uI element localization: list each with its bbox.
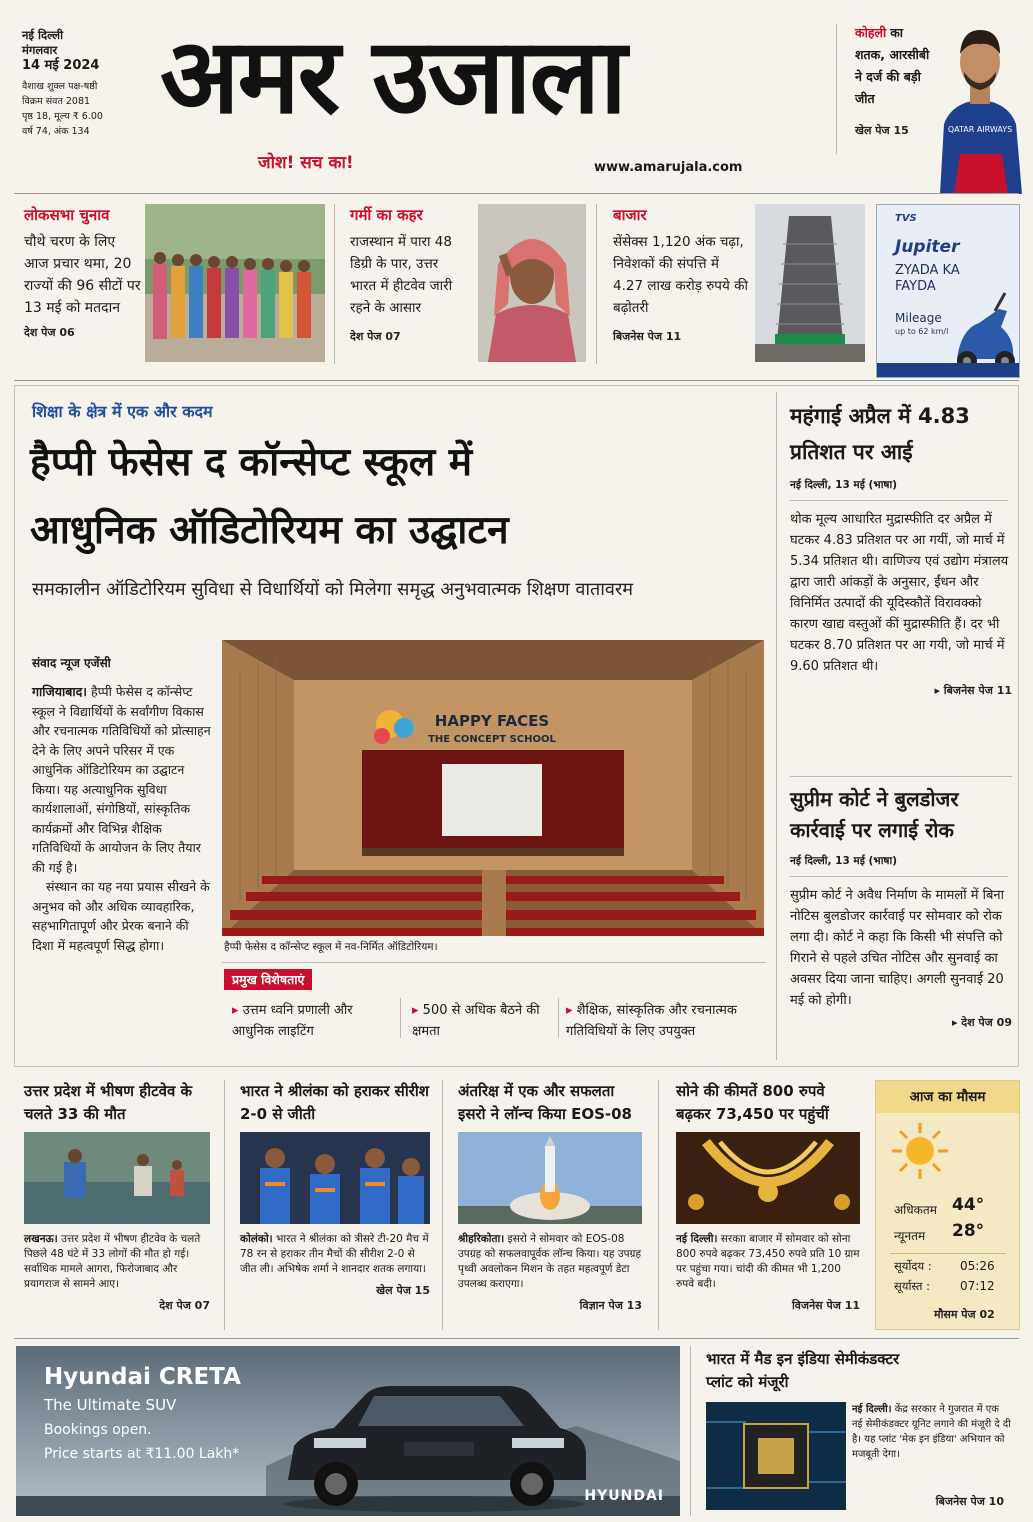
weather-max-value: 44° [952,1195,985,1215]
sidebar-dateline: नई दिल्ली, 13 मई (भाषा) [790,479,897,491]
website-link[interactable]: www.amarujala.com [594,160,743,175]
teaser-text: सेंसेक्स 1,120 अंक चढ़ा, निवेशकों की संपत्ति में 4.27 लाख करोड़ रुपये की बढ़ोतरी [613,234,748,316]
bullet-icon: ▸ [412,1003,419,1018]
story-headline: भारत ने श्रीलंका को हराकर सीरीश 2-0 से जीती [240,1082,429,1123]
teaser-kicker: लोकसभा चुनाव [24,206,110,224]
sidebar-headline: सुप्रीम कोर्ट ने बुलडोजर कार्रवाई पर लगाई रोक [790,787,959,842]
sunrise-value: 05:26 [960,1259,995,1273]
heatwave-photo [24,1132,210,1224]
tagline: जोश! सच का! [258,153,354,173]
sidebar-text: सुप्रीम कोर्ट ने अवैध निर्माण के मामलों में बिना नोटिस बुलडोजर कार्रवाई पर सोमवार को रोक लगा दी। कोर्ट ने कहा कि किसी भी संपत्ति को गिराने से पहले उचित नोटिस और सुनवाई का अवसर दिया जाना चाहिए। अगली सुनवाई 20 मई को होगी। [790,888,1005,1008]
weather-ref: मौसम पेज 02 [934,1308,995,1321]
teaser-kicker: बाजार [613,206,647,224]
ad-line1: Bookings open. [44,1422,152,1438]
story-gold[interactable] [676,1080,860,1313]
story-ref: देश पेज 07 [159,1299,210,1312]
sidebar-story-bulldozer[interactable] [790,784,1012,1030]
teaser-ref: देश पेज 07 [350,330,401,343]
story-heatwave[interactable] [24,1080,210,1313]
story-semiconductor[interactable] [706,1348,1020,1394]
rocket-launch-photo [458,1132,642,1224]
auditorium-sign-2: THE CONCEPT SCHOOL [428,734,556,745]
story-dateline: लखनऊ। [24,1233,58,1245]
gold-jewellery-photo [676,1132,860,1224]
tvs-line2: FAYDA [895,279,936,294]
story-text: भारत ने श्रीलंका को त्रीसरे टी-20 मैच में 78 रन से हराकर तीन मैचों की सीरीश 2-0 से जीत ली। अभिषेक शर्मा ने शानदार शतक लगाया। [240,1233,429,1275]
story-ref: बिजनेस पेज 10 [935,1495,1004,1508]
story-text: उत्तर प्रदेश में भीषण हीटवेव के चलते पिछले 48 घंटे में 33 लोगों की मौत हो गई। सर्वाधिक मामले आगरा, फिरोजाबाद और प्रयागराज से सामने आए। [24,1233,201,1290]
auditorium-photo [222,640,764,936]
sidebar-dateline: नई दिल्ली, 13 मई (भाषा) [790,855,897,867]
promo-name: कोहली [855,25,887,40]
newspaper-logo: अमर उजाला [160,15,625,137]
story-text: केंद्र सरकार ने गुजरात में एक नई सेमीकंडक्टर यूनिट लगाने की मंजूरी दे दी है। यह प्लांट 'मेक इन इंडिया' अभियान को मजबूती देगा। [852,1404,1011,1460]
lead-dateline: गाजियाबाद। [32,684,88,699]
masthead-samvat: विक्रम संवत 2081 [22,96,91,107]
tvs-footer-bar [877,363,1020,377]
masthead-day: मंगलवार [22,43,58,57]
story-dateline: कोलंको। [240,1233,273,1245]
weather-box[interactable] [875,1080,1020,1330]
promo-ref: खेल पेज 15 [855,124,909,137]
sunset-label: सूर्यास्त : [894,1279,930,1293]
kohli-promo[interactable] [855,22,935,142]
story-dateline: नई दिल्ली। [676,1233,718,1245]
masthead-date: 14 मई 2024 [22,58,100,73]
jersey-text: QATAR AIRWAYS [947,125,1013,134]
sunset-value: 07:12 [960,1279,995,1293]
feature-item: ▸ उत्तम ध्वनि प्रणाली और आधुनिक लाइटिंग [232,1003,353,1039]
lead-headline-2[interactable]: आधुनिक ऑडिटोरियम का उद्घाटन [30,508,509,553]
story-text: सरकाा बाजार में सोमवार को सोना 800 रुपवे बढ़कर 73,450 रुपवे प्रति 10 ग्राम पर पहुंचा गया। चांदी की कीमत भी 1,200 रुपवे बदी। [676,1233,860,1290]
teaser-election[interactable] [24,205,142,340]
story-dateline: नई दिल्ली। [852,1404,892,1415]
lead-kicker: शिक्षा के क्षेत्र में एक और कदम [32,402,213,421]
weather-min-label: न्यूनतम [894,1229,926,1243]
teaser-kicker: गर्मी का कहर [350,206,423,224]
sidebar-ref: ▸ बिजनेस पेज 11 [934,684,1012,697]
story-headline: भारत में मैड इन इंडिया सेमीकंडक्टर प्लांट को मंजूरी [706,1350,900,1391]
tvs-mileage-label: Mileage [895,311,942,325]
teaser-ref: देश पेज 06 [24,326,75,339]
bullet-icon: ▸ [566,1003,573,1018]
masthead-city: नई दिल्ली [22,28,64,42]
story-ref: विज्ञान पेज 13 [579,1299,642,1312]
sidebar-text: थोक मूल्य आधारित मुद्रास्फीति दर अप्रैल में घटकर 4.83 प्रतिशत पर आ गयीं, जो मार्च में 5.34 प्रतिशत थी। वाणिज्य एवं उद्योग मंत्रालय द्वारा जारी आंकड़ों के अनुसार, ईंधन और विनिर्मित उत्पादों की यूदिस्कौतें विरावक्को कारण खाद्य वस्तुओं कीं मुद्रास्फीति हैं। दर भी घटकर 8.70 प्रतिशत पर आ गयी, जो मार्च में 9.60 प्रतिशत थी। [790,512,1009,674]
bse-building-photo [755,204,865,362]
sun-icon [890,1121,950,1181]
masthead-tithi: वैशाख शुक्ल पक्ष-षष्ठी [22,81,98,92]
teaser-ref: बिजनेस पेज 11 [613,330,682,343]
tvs-mileage-value: up to 62 km/l [895,327,949,336]
heat-man-photo [478,204,586,362]
story-dateline: श्रीहरिकोता। [458,1233,505,1245]
semi-story-body [852,1402,1012,1462]
masthead-pages-price: पृष्ठ 18, मूल्य ₹ 6.00 [22,111,103,122]
tvs-model: Jupiter [895,237,960,257]
chip-photo [706,1402,846,1510]
tvs-line1: ZYADA KA [895,263,960,278]
cricket-team-photo [240,1132,430,1224]
story-text: इसरो ने सोमवार को EOS-08 उपग्रह को सफलवापूर्वक लॉन्च किया। यह उपग्रह पृथ्वी अवलोकन मिशन के तहत महत्वपूर्ण डेटा उपलब्ध कराएगा। [458,1233,642,1290]
lead-para-2: संस्थान का यह नया प्रयास सीखने के अनुभव को और अधिक व्यावहारिक, सहभागितापूर्ण और प्रेरक बनाने की दिशा में महत्वपूर्ण सिद्ध होगा। [32,879,210,953]
voters-queue-photo [145,204,325,362]
masthead-volume: वर्ष 74, अंक 134 [22,126,90,137]
features-title: प्रमुख विशेषताएं [224,969,312,990]
teaser-heat[interactable] [350,205,468,344]
bullet-icon: ▸ [232,1003,239,1018]
lead-byline: संवाद न्यूज एजेंसी [32,656,111,670]
feature-item: ▸ 500 से अधिक बैठने की क्षमता [412,1003,540,1039]
photo-caption: हैप्पी फेसेस द कॉन्सेप्ट स्कूल में नव-निर्मित ऑडिटोरियम। [224,941,438,953]
story-ref: खेल पेज 15 [376,1284,430,1297]
creta-car-image [274,1372,594,1512]
sidebar-story-inflation[interactable] [790,398,1012,698]
tvs-jupiter-ad[interactable] [876,204,1020,378]
story-isro[interactable] [458,1080,642,1313]
sidebar-ref: ▸ देश पेज 09 [951,1016,1012,1029]
sunrise-label: सूर्योदय : [894,1259,932,1273]
weather-max-label: अधिकतम [894,1203,937,1217]
teaser-market[interactable] [613,205,748,344]
promo-text: का शतक, आरसीबी ने दर्ज की बड़ी जीत [855,25,930,106]
auditorium-sign-1: HAPPY FACES [434,712,550,730]
teaser-text: राजस्थान में पारा 48 डिग्री के पार, उत्तर भारत में हीटवेव जारी रहने के आसार [350,234,453,316]
ad-title: Hyundai CRETA [44,1364,241,1390]
story-ref: विजनेस पेज 11 [791,1299,860,1312]
lead-body [32,682,212,955]
story-headline: सोने की कीमतें 800 रुपवे बढ़कर 73,450 पर पहुंचीं [676,1082,829,1123]
story-headline: अंतरिक्ष में एक और सफलता इसरो ने लॉन्च किया EOS-08 [458,1082,632,1123]
story-cricket[interactable] [240,1080,430,1298]
hyundai-creta-ad[interactable] [16,1346,680,1516]
lead-headline-1[interactable]: हैप्पी फेसेस द कॉन्सेप्ट स्कूल में [30,440,473,485]
ad-subtitle: The Ultimate SUV [44,1396,177,1414]
teaser-text: चौथे चरण के लिए आज प्रचार थमा, 20 राज्यों की 96 सीटों पर 13 मई को मतदान [24,234,141,316]
ad-line2: Price starts at ₹11.00 Lakh* [44,1446,240,1462]
weather-min-value: 28° [952,1221,985,1241]
lead-para-1: हैप्पी फेसेस द कॉन्सेप्ट स्कूल ने विद्यार्थियों के सर्वांगीण विकास और रचनात्मक गतिविधियों को प्रोत्साहन देने के लिए अपने परिसर में एक आधुनिक ऑडिटोरियम का उद्घाटन किया। यह अत्याधुनिक सुविधा कार्यशालाओं, संगोष्ठियों, सांस्कृतिक कार्यक्रमों और विभिन्न शैक्षिक गतिविधियों के आयोजन के लिए तैयार की गई है। [32,684,211,875]
sidebar-headline: महंगाई अप्रैल में 4.83 प्रतिशत पर आई [790,404,970,464]
weather-title: आज का मौसम [876,1081,1019,1113]
kohli-photo [930,14,1030,194]
masthead-info [22,28,142,139]
story-headline: उत्तर प्रदेश में भीषण हीटवेव के चलते 33 की मौत [24,1082,193,1123]
tvs-brand: TVS [895,213,917,224]
feature-item: ▸ शैक्षिक, सांस्कृतिक और रचनात्मक गतिविधियों के लिए उपयुक्त [566,1003,737,1039]
hyundai-brand: HYUNDAI [584,1488,664,1504]
lead-subhead: समकालीन ऑडिटोरियम सुविधा से विधार्थियों को मिलेगा समृद्ध अनुभवात्मक शिक्षण वातावरम [32,579,634,600]
